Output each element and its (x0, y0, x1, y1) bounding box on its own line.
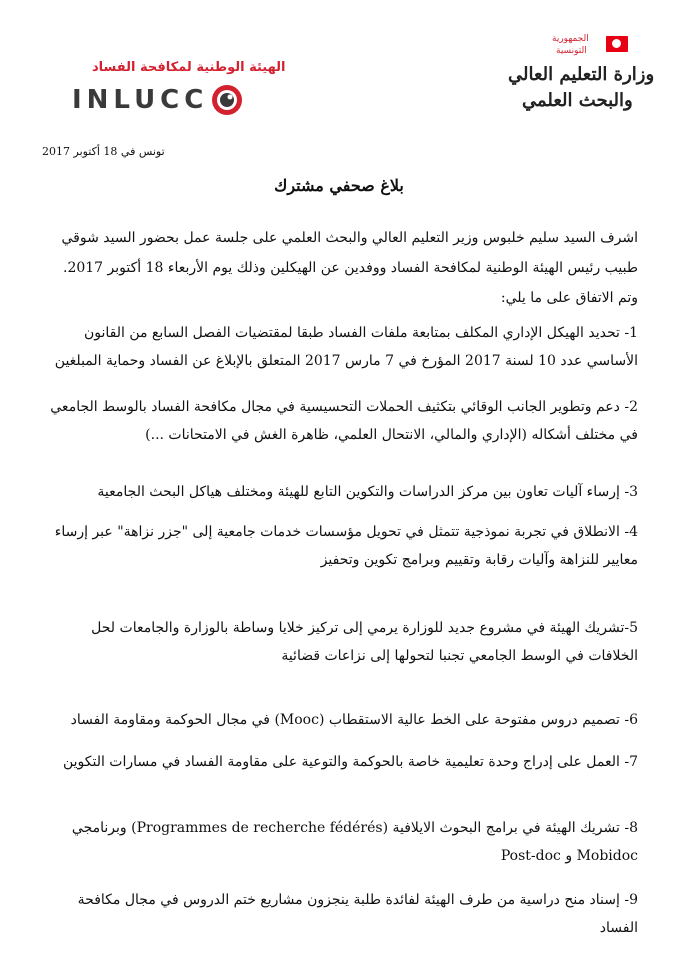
ministry-line-2: والبحث العلمي (522, 90, 633, 111)
inlucc-arabic-name: الهيئة الوطنية لمكافحة الفساد (92, 60, 286, 75)
tunisia-flag-icon (606, 36, 628, 52)
ministry-logo (508, 28, 655, 118)
list-item-4: 4- الانطلاق في تجربة نموذجية تتمثل في تحويل مؤسسات خدمات جامعية إلى "جزر نزاهة" عبر إرساء معايير للنزاهة وآليات رقابة وتقييم وبرامج تكوين وتحفيز (54, 524, 638, 568)
list-item-8: 8- تشريك الهيئة في برامج البحوث الايلافية (Programmes de recherche fédérés) وبرنامجي Mobidoc و Post-doc (71, 820, 638, 864)
eye-icon (210, 83, 244, 117)
list-item-9: 9- إسناد منح دراسية من طرف الهيئة لفائدة طلبة ينجزون مشاريع ختم الدروس في مجال مكافحة الفساد (77, 892, 638, 936)
republic-line-2: التونسية (556, 46, 587, 56)
inlucc-wordmark (72, 82, 244, 118)
list-item-5: 5-تشريك الهيئة في مشروع جديد للوزارة يرمي إلى تركيز خلايا وساطة بالوزارة والجامعات لحل الخلافات في الوسط الجامعي تجنبا لتحولها إلى نزاعات قضائية (91, 620, 638, 664)
list-item-6: 6- تصميم دروس مفتوحة على الخط عالية الاستقطاب (Mooc) في مجال الحوكمة ومقاومة الفساد (70, 712, 638, 728)
document-title: بلاغ صحفي مشترك (274, 176, 404, 195)
document-date: تونس في 18 أكتوبر 2017 (42, 145, 165, 158)
intro-paragraph: اشرف السيد سليم خلبوس وزير التعليم العالي والبحث العلمي على جلسة عمل بحضور السيد شوقي طبيب رئيس الهيئة الوطنية لمكافحة الفساد ووفدين عن الهيكلين وذلك يوم الأربعاء 18 أكتوبر 2017. وتم الاتفاق على ما يلي: (61, 230, 638, 306)
republic-line-1: الجمهورية (552, 34, 589, 44)
list-item-7: 7- العمل على إدراج وحدة تعليمية خاصة بالحوكمة والتوعية على مقاومة الفساد في مسارات التكوين (62, 754, 638, 770)
ministry-line-1: وزارة التعليم العالي (508, 64, 655, 85)
inlucc-wordmark-text: INLUCC (72, 85, 209, 115)
list-item-3: 3- إرساء آليات تعاون بين مركز الدراسات والتكوين التابع للهيئة ومختلف هياكل البحث الجامعية (97, 484, 638, 500)
inlucc-logo (72, 60, 287, 120)
list-item-2: 2- دعم وتطوير الجانب الوقائي بتكثيف الحملات التحسيسية في مجال مكافحة الفساد بالوسط الجامعي في مختلف أشكاله (الإداري والمالي، الانتحال العلمي، ظاهرة الغش في الامتحانات ...) (50, 399, 638, 443)
list-item-1: 1- تحديد الهيكل الإداري المكلف بمتابعة ملفات الفساد طبقا لمقتضيات الفصل السابع من القانون الأساسي عدد 10 لسنة 2017 المؤرخ في 7 مارس 2017 المتعلق بالإبلاغ عن الفساد وحماية المبلغين (54, 325, 638, 369)
